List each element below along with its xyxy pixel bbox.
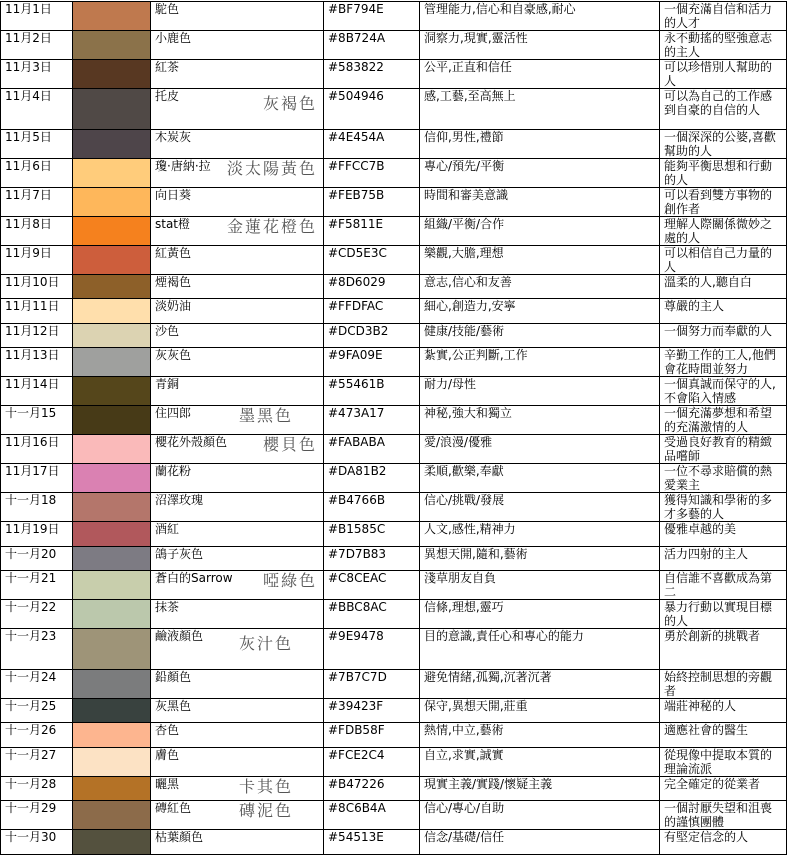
- color-swatch: [73, 246, 151, 275]
- alt-color-name-annotation: 淡太陽黃色: [226, 159, 317, 178]
- hex-code-cell: #39423F: [324, 698, 420, 722]
- description-cell: 一位不尋求賠償的熱愛業主: [660, 464, 787, 493]
- color-swatch: [73, 830, 151, 854]
- color-swatch: [73, 348, 151, 377]
- hex-code-cell: #8D6029: [324, 275, 420, 299]
- table-row: [1, 493, 787, 522]
- hex-code-cell: #F5811E: [324, 217, 420, 246]
- color-swatch: [73, 299, 151, 323]
- hex-code-cell: #4E454A: [324, 130, 420, 159]
- date-cell: 十一月22: [1, 599, 73, 628]
- hex-code-cell: #FDB58F: [324, 723, 420, 747]
- color-swatch: [73, 493, 151, 522]
- color-name-cell: [151, 801, 324, 830]
- hex-code-cell: #DA81B2: [324, 464, 420, 493]
- description-cell: 尊嚴的主人: [660, 299, 787, 323]
- hex-code-cell: #583822: [324, 60, 420, 89]
- description-cell: 永不動搖的堅強意志的主人: [660, 31, 787, 60]
- meaning-cell: 管理能力,信心和自豪感,耐心: [420, 2, 660, 31]
- meaning-cell: 信念/基礎/信任: [420, 830, 660, 854]
- hex-code-cell: #B1585C: [324, 522, 420, 546]
- date-cell: 11月19日: [1, 522, 73, 546]
- meaning-cell: 異想天開,隨和,藝術: [420, 546, 660, 570]
- date-cell: 11月6日: [1, 159, 73, 188]
- color-table-body: [1, 2, 787, 855]
- color-swatch: [73, 522, 151, 546]
- meaning-cell: 公平,正直和信任: [420, 60, 660, 89]
- table-row: [1, 377, 787, 406]
- description-cell: 暴力行動以實現目標的人: [660, 599, 787, 628]
- description-cell: 可以珍惜別人幫助的人: [660, 60, 787, 89]
- date-cell: 十一月20: [1, 546, 73, 570]
- color-name: 駝色: [155, 2, 180, 16]
- description-cell: 可以為自己的工作感到自豪的自信的人: [660, 89, 787, 130]
- hex-code-cell: #FEB75B: [324, 188, 420, 217]
- alt-color-name-annotation: 灰汁色: [239, 633, 294, 653]
- date-cell: 11月11日: [1, 299, 73, 323]
- description-cell: 勇於創新的挑戰者: [660, 628, 787, 669]
- date-cell: 11月8日: [1, 217, 73, 246]
- color-name-cell: [151, 570, 324, 599]
- description-cell: 辛勤工作的工人,他們會花時間並努力: [660, 348, 787, 377]
- date-cell: 十一月18: [1, 493, 73, 522]
- color-name: 酒紅: [155, 522, 180, 537]
- description-cell: 完全確定的從業者: [660, 776, 787, 800]
- meaning-cell: 自立,求實,誠實: [420, 747, 660, 776]
- color-name: 紅黃色: [155, 246, 192, 260]
- table-row: [1, 275, 787, 299]
- date-cell: 十一月26: [1, 723, 73, 747]
- color-name-cell: [151, 89, 324, 130]
- color-name: 杏色: [155, 723, 180, 738]
- description-cell: 自信誰不喜歡成為第二: [660, 570, 787, 599]
- date-cell: 11月4日: [1, 89, 73, 130]
- description-cell: 一個討厭失望和沮喪的謹慎團體: [660, 801, 787, 830]
- color-name-cell: [151, 723, 324, 747]
- alt-color-name-annotation: 啞綠色: [262, 570, 317, 590]
- color-name-cell: [151, 130, 324, 159]
- hex-code-cell: #8B724A: [324, 31, 420, 60]
- color-swatch: [73, 747, 151, 776]
- description-cell: 適應社會的醫生: [660, 723, 787, 747]
- color-name-cell: [151, 546, 324, 570]
- hex-code-cell: #7B7C7D: [324, 669, 420, 698]
- color-name-cell: [151, 188, 324, 217]
- table-row: [1, 723, 787, 747]
- color-name: 鹼液顏色: [155, 628, 204, 643]
- color-swatch: [73, 776, 151, 800]
- color-name: 木炭灰: [155, 130, 192, 144]
- color-name: 鴿子灰色: [155, 546, 204, 561]
- alt-color-name-annotation: 灰褐色: [262, 94, 317, 113]
- date-cell: 十一月28: [1, 776, 73, 800]
- description-cell: 獲得知識和學術的多才多藝的人: [660, 493, 787, 522]
- color-name-cell: [151, 323, 324, 347]
- meaning-cell: 樂觀,大膽,理想: [420, 246, 660, 275]
- color-name: 膚色: [155, 747, 180, 762]
- color-swatch: [73, 31, 151, 60]
- color-swatch: [73, 275, 151, 299]
- color-swatch: [73, 60, 151, 89]
- color-name: 紅茶: [155, 60, 180, 74]
- color-swatch: [73, 599, 151, 628]
- meaning-cell: 健康/技能/藝術: [420, 323, 660, 347]
- color-swatch: [73, 188, 151, 217]
- color-swatch: [73, 377, 151, 406]
- date-cell: 十一月21: [1, 570, 73, 599]
- date-cell: 十一月25: [1, 698, 73, 722]
- date-cell: 十一月23: [1, 628, 73, 669]
- meaning-cell: 洞察力,現實,靈活性: [420, 31, 660, 60]
- table-row: [1, 299, 787, 323]
- color-swatch: [73, 801, 151, 830]
- color-swatch: [73, 323, 151, 347]
- color-name: 枯葉顏色: [155, 830, 204, 845]
- table-row: [1, 801, 787, 830]
- meaning-cell: 組織/平衡/合作: [420, 217, 660, 246]
- table-row: [1, 747, 787, 776]
- table-row: [1, 2, 787, 31]
- description-cell: 一個充滿自信和活力的人才: [660, 2, 787, 31]
- table-row: [1, 830, 787, 854]
- color-swatch: [73, 546, 151, 570]
- color-name: stat橙: [155, 217, 191, 231]
- color-name-cell: [151, 348, 324, 377]
- date-cell: 11月9日: [1, 246, 73, 275]
- date-cell: 十一月24: [1, 669, 73, 698]
- color-name-cell: [151, 493, 324, 522]
- table-row: [1, 89, 787, 130]
- table-row: [1, 698, 787, 722]
- table-row: [1, 188, 787, 217]
- description-cell: 一個深深的公婆,喜歡幫助的人: [660, 130, 787, 159]
- date-cell: 十一月27: [1, 747, 73, 776]
- meaning-cell: 時間和審美意識: [420, 188, 660, 217]
- description-cell: 溫柔的人,聽自白: [660, 275, 787, 299]
- color-name-cell: [151, 60, 324, 89]
- color-name-cell: [151, 275, 324, 299]
- meaning-cell: 紮實,公正判斷,工作: [420, 348, 660, 377]
- color-swatch: [73, 723, 151, 747]
- table-row: [1, 159, 787, 188]
- date-cell: 11月13日: [1, 348, 73, 377]
- description-cell: 可以相信自己力量的人: [660, 246, 787, 275]
- table-row: [1, 464, 787, 493]
- hex-code-cell: #FFCC7B: [324, 159, 420, 188]
- table-row: [1, 599, 787, 628]
- description-cell: 有堅定信念的人: [660, 830, 787, 854]
- color-name: 抹茶: [155, 599, 180, 614]
- meaning-cell: 淺草朋友自負: [420, 570, 660, 599]
- hex-code-cell: #7D7B83: [324, 546, 420, 570]
- table-row: [1, 246, 787, 275]
- meaning-cell: 信心/專心/自助: [420, 801, 660, 830]
- meaning-cell: 柔順,歡樂,奉獻: [420, 464, 660, 493]
- date-cell: 11月5日: [1, 130, 73, 159]
- color-name: 小鹿色: [155, 31, 192, 45]
- color-swatch: [73, 217, 151, 246]
- color-name: 向日葵: [155, 188, 192, 202]
- color-name: 櫻花外殼顏色: [155, 435, 228, 450]
- color-name: 沼澤玫瑰: [155, 493, 204, 508]
- color-swatch: [73, 2, 151, 31]
- alt-color-name-annotation: 磚泥色: [239, 801, 294, 821]
- color-swatch: [73, 130, 151, 159]
- alt-color-name-annotation: 櫻貝色: [262, 435, 317, 455]
- color-name: 托皮: [155, 89, 180, 103]
- alt-color-name-annotation: 墨黑色: [239, 406, 294, 426]
- hex-code-cell: #B47226: [324, 776, 420, 800]
- description-cell: 一個真誠而保守的人,不會陷入情感: [660, 377, 787, 406]
- date-cell: 11月14日: [1, 377, 73, 406]
- hex-code-cell: #CD5E3C: [324, 246, 420, 275]
- hex-code-cell: #C8CEAC: [324, 570, 420, 599]
- alt-color-name-annotation: 金蓮花橙色: [226, 217, 317, 236]
- date-cell: 11月12日: [1, 323, 73, 347]
- date-cell: 十一月29: [1, 801, 73, 830]
- color-swatch: [73, 628, 151, 669]
- table-row: [1, 348, 787, 377]
- description-cell: 從現像中提取本質的理論流派: [660, 747, 787, 776]
- hex-code-cell: #8C6B4A: [324, 801, 420, 830]
- table-row: [1, 406, 787, 435]
- description-cell: 能夠平衡思想和行動的人: [660, 159, 787, 188]
- description-cell: 可以看到雙方事物的創作者: [660, 188, 787, 217]
- description-cell: 優雅卓越的美: [660, 522, 787, 546]
- color-calendar-table: [0, 1, 787, 855]
- date-cell: 11月2日: [1, 31, 73, 60]
- color-swatch: [73, 570, 151, 599]
- description-cell: 受過良好教育的精緻品嚐師: [660, 435, 787, 464]
- color-swatch: [73, 669, 151, 698]
- color-name-cell: [151, 747, 324, 776]
- hex-code-cell: #54513E: [324, 830, 420, 854]
- color-name-cell: [151, 669, 324, 698]
- color-name-cell: [151, 159, 324, 188]
- color-name-cell: [151, 522, 324, 546]
- color-name-cell: [151, 698, 324, 722]
- color-name: 曬黑: [155, 776, 180, 791]
- date-cell: 十一月15: [1, 406, 73, 435]
- hex-code-cell: #BF794E: [324, 2, 420, 31]
- meaning-cell: 人文,感性,精神力: [420, 522, 660, 546]
- color-swatch: [73, 464, 151, 493]
- table-row: [1, 130, 787, 159]
- alt-color-name-annotation: 卡其色: [239, 776, 294, 796]
- meaning-cell: 信條,理想,靈巧: [420, 599, 660, 628]
- date-cell: 十一月30: [1, 830, 73, 854]
- description-cell: 活力四射的主人: [660, 546, 787, 570]
- color-name: 煙褐色: [155, 275, 192, 289]
- color-name-cell: [151, 31, 324, 60]
- color-name: 沙色: [155, 323, 180, 338]
- hex-code-cell: #B4766B: [324, 493, 420, 522]
- meaning-cell: 感,工藝,至高無上: [420, 89, 660, 130]
- date-cell: 11月7日: [1, 188, 73, 217]
- table-row: [1, 31, 787, 60]
- color-name-cell: [151, 299, 324, 323]
- hex-code-cell: #FFDFAC: [324, 299, 420, 323]
- meaning-cell: 愛/浪漫/優雅: [420, 435, 660, 464]
- hex-code-cell: #9E9478: [324, 628, 420, 669]
- description-cell: 一個充滿夢想和希望的充滿激情的人: [660, 406, 787, 435]
- date-cell: 11月16日: [1, 435, 73, 464]
- meaning-cell: 信心/挑戰/發展: [420, 493, 660, 522]
- meaning-cell: 熱情,中立,藝術: [420, 723, 660, 747]
- date-cell: 11月3日: [1, 60, 73, 89]
- hex-code-cell: #504946: [324, 89, 420, 130]
- hex-code-cell: #55461B: [324, 377, 420, 406]
- table-row: [1, 776, 787, 800]
- hex-code-cell: #473A17: [324, 406, 420, 435]
- description-cell: 一個努力而奉獻的人: [660, 323, 787, 347]
- hex-code-cell: #DCD3B2: [324, 323, 420, 347]
- color-name-cell: [151, 628, 324, 669]
- color-name-cell: [151, 246, 324, 275]
- meaning-cell: 目的意識,責任心和專心的能力: [420, 628, 660, 669]
- table-row: [1, 628, 787, 669]
- table-row: [1, 60, 787, 89]
- color-name-cell: [151, 830, 324, 854]
- date-cell: 11月10日: [1, 275, 73, 299]
- color-name: 淡奶油: [155, 299, 192, 314]
- hex-code-cell: #FABABA: [324, 435, 420, 464]
- meaning-cell: 保守,異想天開,莊重: [420, 698, 660, 722]
- color-name-cell: [151, 377, 324, 406]
- color-name-cell: [151, 464, 324, 493]
- hex-code-cell: #9FA09E: [324, 348, 420, 377]
- color-name: 青銅: [155, 377, 180, 392]
- table-row: [1, 435, 787, 464]
- color-name-cell: [151, 599, 324, 628]
- color-name-cell: [151, 406, 324, 435]
- color-name: 鉛顏色: [155, 669, 192, 684]
- date-cell: 11月1日: [1, 2, 73, 31]
- table-row: [1, 217, 787, 246]
- color-name: 灰灰色: [155, 348, 192, 363]
- color-swatch: [73, 435, 151, 464]
- meaning-cell: 細心,創造力,安寧: [420, 299, 660, 323]
- table-row: [1, 546, 787, 570]
- color-swatch: [73, 89, 151, 130]
- color-name: 灰黑色: [155, 698, 192, 713]
- color-name-cell: [151, 2, 324, 31]
- color-swatch: [73, 698, 151, 722]
- hex-code-cell: #BBC8AC: [324, 599, 420, 628]
- meaning-cell: 避免情緒,孤獨,沉著沉著: [420, 669, 660, 698]
- color-swatch: [73, 406, 151, 435]
- description-cell: 理解人際關係微妙之處的人: [660, 217, 787, 246]
- date-cell: 11月17日: [1, 464, 73, 493]
- table-row: [1, 669, 787, 698]
- color-name: 瓊·唐納·拉: [155, 159, 211, 173]
- color-name-cell: [151, 435, 324, 464]
- color-name: 蒼白的Sarrow: [155, 570, 233, 585]
- color-name-cell: [151, 776, 324, 800]
- table-row: [1, 522, 787, 546]
- color-swatch: [73, 159, 151, 188]
- meaning-cell: 現實主義/實踐/懷疑主義: [420, 776, 660, 800]
- table-row: [1, 570, 787, 599]
- table-row: [1, 323, 787, 347]
- hex-code-cell: #FCE2C4: [324, 747, 420, 776]
- color-name-cell: [151, 217, 324, 246]
- meaning-cell: 專心/預先/平衡: [420, 159, 660, 188]
- description-cell: 始終控制思想的旁觀者: [660, 669, 787, 698]
- meaning-cell: 信仰,男性,禮節: [420, 130, 660, 159]
- meaning-cell: 耐力/母性: [420, 377, 660, 406]
- description-cell: 端莊神秘的人: [660, 698, 787, 722]
- color-name: 住四郎: [155, 406, 192, 421]
- meaning-cell: 神秘,強大和獨立: [420, 406, 660, 435]
- color-name: 蘭花粉: [155, 464, 192, 479]
- meaning-cell: 意志,信心和友善: [420, 275, 660, 299]
- color-name: 磚紅色: [155, 801, 192, 816]
